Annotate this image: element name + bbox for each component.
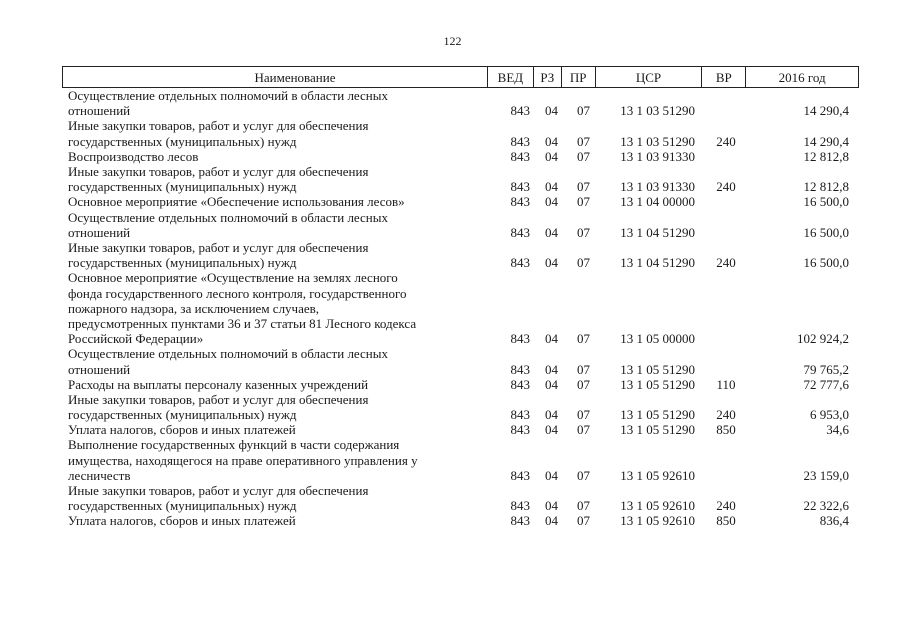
table-row (62, 210, 859, 240)
row-pr: 07 (577, 255, 590, 271)
row-csr: 13 1 04 51290 (620, 255, 695, 271)
row-rz: 04 (545, 224, 558, 240)
row-ved: 843 (510, 255, 530, 271)
row-amount: 14 290,4 (803, 133, 849, 149)
row-csr: 13 1 03 91330 (620, 148, 695, 164)
row-name: Осуществление отдельных полномочий в области лесных отношений (68, 346, 388, 377)
row-pr: 07 (577, 224, 590, 240)
row-amount: 79 765,2 (803, 361, 849, 377)
row-csr: 13 1 05 51290 (620, 407, 695, 423)
row-rz: 04 (545, 513, 558, 529)
row-ved: 843 (510, 179, 530, 195)
row-pr: 07 (577, 179, 590, 195)
row-amount: 72 777,6 (803, 376, 849, 392)
budget-table (62, 66, 859, 529)
row-name: Иные закупки товаров, работ и услуг для обеспечения государственных (муниципальных) нужд (68, 483, 369, 514)
row-name: Осуществление отдельных полномочий в области лесных отношений (68, 209, 388, 240)
row-rz: 04 (545, 148, 558, 164)
row-name: Уплата налогов, сборов и иных платежей (68, 513, 296, 529)
row-name: Воспроизводство лесов (68, 148, 199, 164)
row-pr: 07 (577, 422, 590, 438)
row-vr: 850 (716, 513, 736, 529)
row-name: Иные закупки товаров, работ и услуг для обеспечения государственных (муниципальных) нужд (68, 163, 369, 195)
row-amount: 14 290,4 (803, 103, 849, 119)
row-pr: 07 (577, 133, 590, 149)
row-amount: 16 500,0 (803, 255, 849, 271)
row-vr: 240 (716, 407, 736, 423)
row-ved: 843 (510, 376, 530, 392)
row-rz: 04 (545, 422, 558, 438)
row-csr: 13 1 05 92610 (620, 498, 695, 514)
row-rz: 04 (545, 255, 558, 271)
row-rz: 04 (545, 103, 558, 119)
row-ved: 843 (510, 513, 530, 529)
row-amount: 34,6 (826, 422, 849, 438)
row-amount: 22 322,6 (803, 498, 849, 514)
row-csr: 13 1 05 51290 (620, 422, 695, 438)
row-ved: 843 (510, 103, 530, 119)
row-amount: 6 953,0 (810, 407, 849, 423)
row-amount: 102 924,2 (797, 331, 849, 347)
table-body (62, 88, 859, 529)
row-csr: 13 1 04 51290 (620, 224, 695, 240)
row-pr: 07 (577, 513, 590, 529)
row-ved: 843 (510, 331, 530, 347)
row-ved: 843 (510, 194, 530, 210)
row-pr: 07 (577, 467, 590, 483)
header-year: 2016 год (778, 69, 826, 85)
row-pr: 07 (577, 103, 590, 119)
row-vr: 240 (716, 255, 736, 271)
row-ved: 843 (510, 498, 530, 514)
table-row (62, 392, 859, 422)
row-csr: 13 1 04 00000 (620, 194, 695, 210)
row-rz: 04 (545, 194, 558, 210)
row-name: Осуществление отдельных полномочий в области лесных отношений (68, 87, 388, 119)
row-name: Расходы на выплаты персоналу казенных учреждений (68, 376, 369, 392)
row-amount: 12 812,8 (803, 179, 849, 195)
header-rz: РЗ (534, 67, 562, 87)
table-row (62, 164, 859, 194)
row-pr: 07 (577, 361, 590, 377)
row-ved: 843 (510, 224, 530, 240)
row-pr: 07 (577, 498, 590, 514)
table-row (62, 194, 859, 209)
row-pr: 07 (577, 407, 590, 423)
row-name: Основное мероприятие «Осуществление на землях лесного фонда государственного лесного контроля, государственного пожарного надзора, за исключением случаев, предусмотренных пунктами 36 и 37 статьи 81 Лесного кодекса Российской Федерации» (68, 270, 417, 347)
row-name: Уплата налогов, сборов и иных платежей (68, 422, 296, 438)
row-csr: 13 1 05 92610 (620, 513, 695, 529)
row-pr: 07 (577, 376, 590, 392)
header-ved: ВЕД (488, 67, 534, 87)
row-ved: 843 (510, 467, 530, 483)
row-vr: 240 (716, 133, 736, 149)
row-rz: 04 (545, 133, 558, 149)
row-vr: 110 (716, 376, 736, 392)
table-row (62, 377, 859, 392)
header-pr: ПР (562, 67, 596, 87)
header-name: Наименование (63, 67, 488, 87)
header-csr: ЦСР (596, 67, 703, 87)
table-row (62, 270, 859, 346)
row-rz: 04 (545, 376, 558, 392)
header-vr: ВР (702, 67, 746, 87)
row-rz: 04 (545, 498, 558, 514)
row-pr: 07 (577, 194, 590, 210)
row-name: Иные закупки товаров, работ и услуг для обеспечения государственных (муниципальных) нужд (68, 391, 369, 423)
table-row (62, 483, 859, 513)
row-vr: 240 (716, 498, 736, 514)
row-name: Выполнение государственных функций в части содержания имущества, находящегося на праве оперативного управления у лесничеств (68, 437, 418, 483)
row-name: Основное мероприятие «Обеспечение использования лесов» (68, 194, 405, 210)
page-number: 122 (443, 34, 462, 48)
row-pr: 07 (577, 148, 590, 164)
row-rz: 04 (545, 467, 558, 483)
row-amount: 16 500,0 (803, 224, 849, 240)
table-row (62, 118, 859, 148)
row-amount: 23 159,0 (803, 467, 849, 483)
row-csr: 13 1 03 91330 (620, 179, 695, 195)
row-ved: 843 (510, 407, 530, 423)
row-amount: 12 812,8 (803, 148, 849, 164)
row-name: Иные закупки товаров, работ и услуг для обеспечения государственных (муниципальных) нужд (68, 118, 369, 149)
table-header (62, 66, 859, 88)
row-ved: 843 (510, 361, 530, 377)
table-row (62, 88, 859, 118)
row-csr: 13 1 05 51290 (620, 361, 695, 377)
row-amount: 836,4 (819, 513, 849, 529)
table-row (62, 513, 859, 528)
row-ved: 843 (510, 422, 530, 438)
table-row (62, 149, 859, 164)
row-csr: 13 1 03 51290 (620, 103, 695, 119)
row-pr: 07 (577, 331, 590, 347)
table-row (62, 240, 859, 270)
row-csr: 13 1 05 00000 (620, 331, 695, 347)
row-rz: 04 (545, 331, 558, 347)
row-ved: 843 (510, 133, 530, 149)
row-rz: 04 (545, 179, 558, 195)
row-rz: 04 (545, 407, 558, 423)
table-row (62, 437, 859, 483)
row-csr: 13 1 03 51290 (620, 133, 695, 149)
row-vr: 850 (716, 422, 736, 438)
row-rz: 04 (545, 361, 558, 377)
row-csr: 13 1 05 51290 (620, 376, 695, 392)
table-row (62, 346, 859, 376)
row-csr: 13 1 05 92610 (620, 467, 695, 483)
row-amount: 16 500,0 (803, 194, 849, 210)
row-name: Иные закупки товаров, работ и услуг для обеспечения государственных (муниципальных) нужд (68, 239, 369, 271)
row-vr: 240 (716, 179, 736, 195)
table-row (62, 422, 859, 437)
row-ved: 843 (510, 148, 530, 164)
